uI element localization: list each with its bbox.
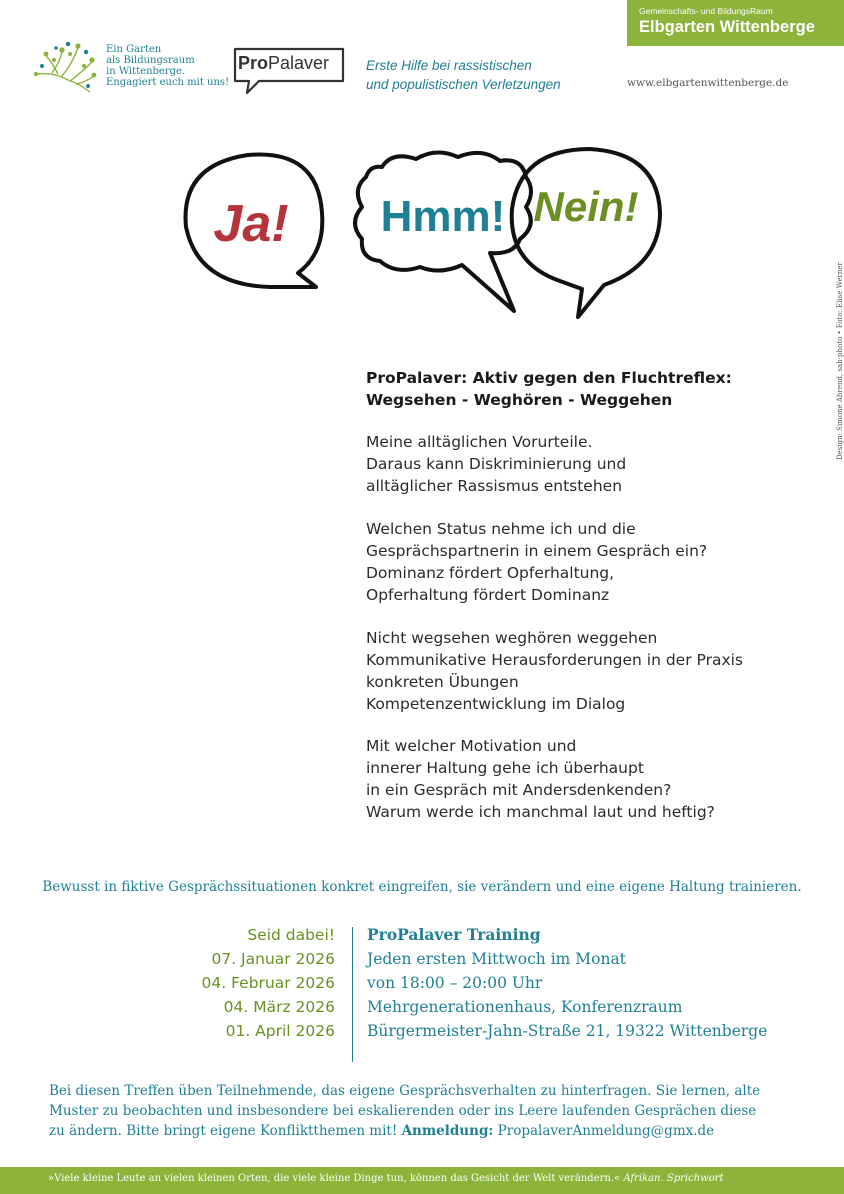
training-time: von 18:00 – 20:00 Uhr bbox=[367, 974, 543, 992]
nein-bubble bbox=[512, 149, 660, 317]
date-item: 04. März 2026 bbox=[223, 998, 335, 1016]
training-dates bbox=[202, 923, 335, 1043]
training-address: Bürgermeister-Jahn-Straße 21, 19322 Wittenberge bbox=[367, 1022, 768, 1040]
agenda-intro-title: ProPalaver: Aktiv gegen den Fluchtreflex: Wegsehen - Weghören - Weggehen bbox=[366, 369, 732, 409]
cta-text: Seid dabei! bbox=[247, 926, 335, 944]
speech-bubbles-illustration bbox=[170, 135, 670, 325]
banner-subtitle: Gemeinschafts- und BildungsRaum bbox=[639, 6, 773, 16]
training-frequency: Jeden ersten Mittwoch im Monat bbox=[367, 950, 626, 968]
agenda-item-1-text: Meine alltäglichen Vorurteile. Daraus kann Diskriminierung und alltäglicher Rassismus entstehen bbox=[366, 433, 627, 495]
date-item: 04. Februar 2026 bbox=[201, 974, 335, 992]
ja-text: Ja! bbox=[213, 195, 289, 253]
agenda-item-4-text: Mit welcher Motivation und innerer Haltung gehe ich überhaupt in ein Gespräch mit Andersdenkenden? Warum werde ich manchmal laut und heftig? bbox=[366, 737, 715, 821]
website-link[interactable]: www.elbgartenwittenberge.de bbox=[627, 77, 789, 89]
training-venue: Mehrgenerationenhaus, Konferenzraum bbox=[367, 998, 683, 1016]
hmm-text: Hmm! bbox=[380, 192, 506, 241]
quote-source: Afrikan. Sprichwort bbox=[623, 1173, 724, 1184]
signup-label: Anmeldung: bbox=[401, 1123, 494, 1139]
signup-email[interactable]: PropalaverAnmeldung@gmx.de bbox=[497, 1123, 715, 1139]
agenda-item-2-text: Welchen Status nehme ich und die Gesprächspartnerin in einem Gespräch ein? Dominanz fördert Opferhaltung, Opferhaltung fördert Dominanz bbox=[366, 520, 708, 604]
photo-credit: Design: Simone Ahrend, sah-photo • Foto: Elise Werner bbox=[836, 262, 844, 460]
tagline: Bewusst in fiktive Gesprächssituationen konkret eingreifen, sie verändern und eine eigene Haltung trainieren. bbox=[42, 879, 802, 895]
training-title: ProPalaver Training bbox=[367, 925, 541, 944]
garden-tree-logo bbox=[32, 40, 98, 94]
schedule-divider bbox=[352, 927, 353, 1062]
elbgarten-banner bbox=[627, 0, 844, 46]
banner-title: Elbgarten Wittenberge bbox=[639, 18, 815, 36]
nein-text: Nein! bbox=[533, 183, 639, 230]
garden-slogan: Ein Garten als Bildungsraum in Wittenberge. Engagiert euch mit uns! bbox=[106, 44, 230, 88]
description-paragraph: Bei diesen Treffen üben Teilnehmende, das eigene Gesprächsverhalten zu hinterfragen. Sie lernen, alte Muster zu beobachten und insbesondere bei eskalierenden oder ins Leere laufenden Gesprächen diese zu ändern. Bitte bringt eigene Konfliktthemen mit! Anmeldung: PropalaverAnmeldung@gmx.de bbox=[49, 1083, 761, 1139]
agenda-item-3-text: Nicht wegsehen weghören weggehen Kommunikative Herausforderungen in der Praxis konkreten Übungen Kompetenzentwicklung im Dialog bbox=[366, 629, 744, 713]
date-item: 01. April 2026 bbox=[225, 1022, 335, 1040]
propalaver-logo-text: ProPalaver bbox=[238, 53, 330, 73]
date-item: 07. Januar 2026 bbox=[211, 950, 335, 968]
header-subtitle: Erste Hilfe bei rassistischen und populistischen Verletzungen bbox=[366, 58, 561, 92]
footer-quote: »Viele kleine Leute an vielen kleinen Orten, die viele kleine Dinge tun, können das Gesicht der Welt verändern.« Afrikan. Sprichwort bbox=[0, 1167, 844, 1194]
training-info bbox=[367, 923, 767, 1043]
